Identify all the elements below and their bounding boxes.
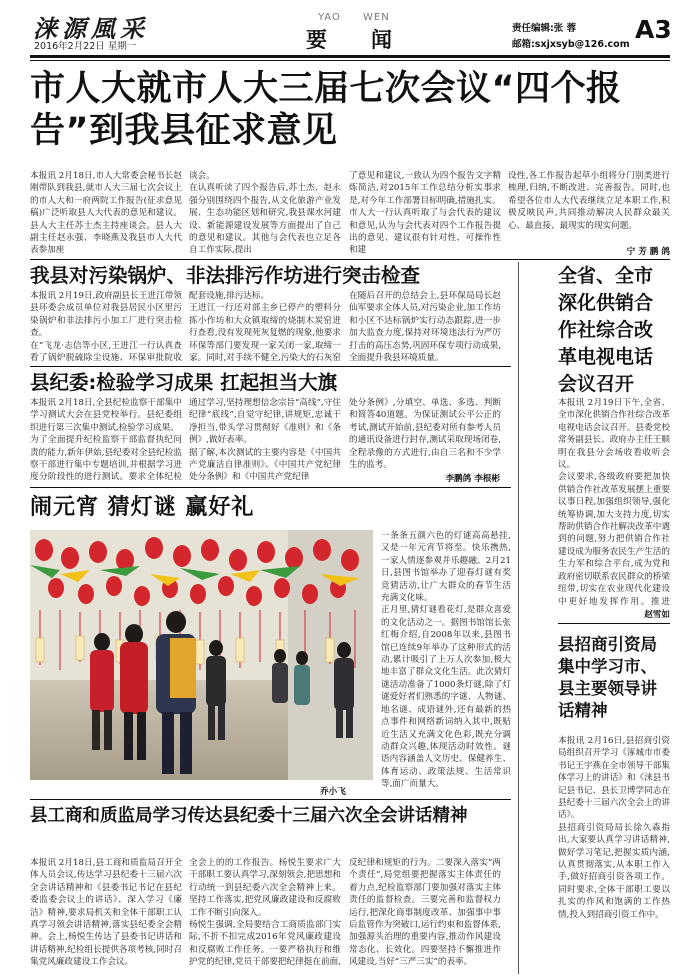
lead-col-2: 谈会。 在认真听读了四个报告后,苏士杰、赵永强分别围绕四个报告,从文化旅游产业发展、生态功能区划和研究,我县课水河建设、新能源建设发展等方面提出了自己的意见和建议。其他与会代表也立足各自工作实际,提出 [189, 171, 341, 256]
editor-credit: 责任编辑:张 蓉 [512, 23, 577, 34]
industry-col-2: 全会上的的工作报告。杨悦生要求广大干部职工要认真学习,深刻领会,把思想和行动统一到县纪委六次全会精神上来。坚持工作落实,把党风廉政建设和反腐败工作不断引向深入。 杨悦生强调,全局要结合工商质监部门实际,不折不扣完成2016年党风廉政建设和反腐败工作任务。一要严格执行和维护党的纪律,党员干部要把纪律挺在前面, [189, 858, 341, 968]
supply-headline: 全省、全市深化供销合作社综合改革电视电话会议召开 [558, 265, 654, 395]
lead-col-3: 了意见和建议,一致认为四个报告文字精炼简洁,对2015年工作总结分析实事求是,对今年工作部署目标明确,措施扎实。 市人大一行认真听取了与会代表的建议和意见,认为与会代表对四个工作报告提出的意见、建议很有针对性、可操作性和建 [349, 171, 501, 256]
lead-headline: 市人大就市人大三届七次会议“四个报告”到我县征求意见 [30, 69, 622, 151]
lantern-photo-graphic [30, 530, 373, 780]
lantern-headline: 闹元宵 猜灯谜 赢好礼 [30, 495, 255, 520]
lead-col-1: 本报讯 2月18日,市人大常委会秘书长赵刚带队到我县,就市人大三届七次会议上的市人大和一府两院工作报告(征求意见稿)广泛听取县人大代表的意见和建议。县人大主任苏士杰主持座谈会。县人大副主任赵永强、李晓燕及我县市人大代表参加座 [30, 171, 182, 256]
discipline-col-3: 处分条例》,分填空、单选、多选、判断和简答40道题。为保证测试公平公正的考试,测试开始前,县纪委对所有参考人员的通讯设备进行封存,测试采取现场闭卷,全程录像的方式进行,由自三名和不少学生的监考。 [349, 398, 501, 471]
sewage-bottom-rule [30, 366, 511, 367]
discipline-col-2: 通过学习,坚持理想信念宗旨“高线”,守住纪律“底线”,自觉守纪律,讲规矩,忠诚干净担当,带头学习贯彻好《准则》和《条例》,做好表率。 据了解,本次测试的主要内容是《中国共产党廉洁自律准则》、《中国共产党纪律处分条例》和《中国共产党纪律 [189, 398, 341, 483]
section-char-2: 闻 [371, 27, 392, 52]
supply-body: 本报讯 2月19日下午,全省、全市深化供销合作社综合改革电视电话会议召开。县委党校常务副县长、政府办主任王顺明在我县分会场收看收听会议。 会议要求,各级政府要把加快供销合作社改革发展摆上重要议事日程,加强组织领导,强化统筹协调,加大支持力度,切实帮助供销合作社解决改革中遇到的问题,努力把供销合作社建设成为服务农民生产生活的生力军和综合平台,成为党和政府密切联系农民群众的桥梁纽带,切实在农业现代化建设中更好地发挥作用。推进 [558, 398, 670, 607]
lantern-photo-credit: 乔小飞 [320, 787, 346, 797]
issue-date: 2016年2月22日 星期一 [34, 41, 137, 52]
page-number: A3 [635, 15, 672, 44]
masthead-rule-thin [30, 60, 670, 61]
section-pinyin-2: WEN [363, 12, 390, 23]
section-char-1: 要 [306, 27, 327, 52]
investment-body: 本报讯 2月16日,县招商引资局组织召开学习《涿城市市委书记王宇燕在全市领导干部集体学习上的讲话》和《涞县书记县书记、县长卫博学同志在县纪委十三届六次全会上的讲话》。 县招商引资局局长徐久森指出,大家要认真学习讲话精神,做好学习笔记,把握实质内涵,认真贯彻落实,从本职工作入手,做好招商引资各项工作。同时要求,全体干部职工要以扎实的作风和饱满的工作热情,投入到招商引资工作中。 [558, 736, 670, 920]
masthead [0, 0, 700, 62]
supply-signature: 赵雪如 [644, 610, 670, 620]
sewage-col-2: 配套设施,排污达标。 王进江一行还对部主乡已停产的塑料分拣小作坊和大众镇取缔的烧制木炭窑进行查看,没有发现死灰复燃的现象,他要求环保等部门要发现一家关闭一家,取缔一家。同时,对手续不健全,污染大的石灰窑 [189, 291, 341, 364]
industry-col-1: 本报讯 2月18日,县工商和质监局召开全体人员会议,传达学习县纪委十三届六次全会讲话精神和《县委书记书记在县纪委监委会议上的讲话》、深入学习《廉洁》精神,要求局机关和全体干部职工认真学习领会讲话精神,落实县纪委全会精神。会上,杨悦生传达了县委书记讲话和讲话精神,纪检组长提供各项考核,同时召集党风廉政建设工作会议。 [30, 858, 182, 968]
industry-headline: 县工商和质监局学习传达县纪委十三届六次全会讲话精神 [30, 806, 468, 826]
sewage-headline: 我县对污染锅炉、非法排污作坊进行突击检查 [30, 264, 421, 287]
sewage-col-1: 本报讯 2月19日,政府副县长王进江带领县环委会成员单位对我县居民小区里污染锅炉和非法排污小加工厂进行突击检查。 在“飞龙·志信等小区,王进江一行认真查看了锅炉脱硫除尘设施、环保审批院收 [30, 291, 182, 364]
email-credit: 邮箱:sxjxsyb@126.com [512, 39, 630, 50]
lantern-body: 一条条五颜六色的灯谜高高悬挂,又是一年元宵节将至。快乐携热,一家人情逐参观并乐趣融。2月21日,县图书馆举办了迎春灯谜有奖竞猜活动,让广大群众的春节生活充满文化味。 正月里,猜灯谜看花灯,是群众喜爱的文化活动之一。据图书馆馆长张红梅介绍,自2008年以来,县图书馆已连续9年举办了这种形式的活动,累计吸引了上万人次参加,极大地丰富了群众文化生活。此次猜灯谜活动准备了1000条灯谜,除了灯谜爱好者们熟悉的字谜、人物谜、地名谜、成语谜外,还有最新的热点事件和网络新词纳入其中,既贴近生活又充满文化色彩,既充分调动群众兴趣,体现活动时效性。谜语内容涵盖人文历史、保健养生、体育运动、政策法规、生活常识等,面广而量大。 [381, 531, 511, 790]
lantern-bottom-rule [30, 799, 511, 800]
discipline-signature: 李鹏鸽 李根彬 [445, 474, 500, 484]
discipline-headline: 县纪委:检验学习成果 扛起担当大旗 [30, 371, 338, 394]
right-column-divider [518, 262, 519, 974]
industry-col-3: 反纪律和规矩的行为。二要深入落实“两个责任”,局党组要把握落实主体责任的着力点,纪检监察部门要加强对落实主体责任的监督检查。三要完善和监督权力运行,把深化商事制度改革、加强事中事后监管作为突破口,运行约束和监督体系,加强源头治理的重要内容,推动作风建设常态化、长效化。四要坚持不懈推进作风建设,当好“三严三实”的表率。 [349, 858, 501, 968]
discipline-bottom-rule [30, 487, 511, 488]
investment-headline: 县招商引资局集中学习市、县主要领导讲话精神 [558, 635, 657, 720]
discipline-col-1: 本报讯 2月18日,全县纪检监察干部集中学习测试大会在县党校举行。县纪委组织进行第三次集中测试,检验学习成果。 为了全面提升纪检监察干部监督执纪问责的能力,新年伊始,县纪委对全县纪检监察干部进行集中专题培训,并根据学习进度分阶段性的进行测试。要求全体纪检 [30, 398, 182, 483]
paper-name: 涞源風采 [33, 14, 149, 43]
lead-signature: 宁 芳 鹏 鸽 [626, 247, 670, 257]
lead-bottom-rule [30, 259, 670, 260]
lead-col-4: 设性,各工作报告起草小组将分门别类进行梳理,归纳,不断改进、完善报告。同时,也希望各位市人大代表继续立足本职工作,积极反映民声,共同推动解决人民群众最关心、最直接、最现实的现实问题。 [508, 171, 670, 231]
masthead-rule [30, 55, 670, 58]
lantern-photo [30, 530, 373, 780]
supply-bottom-rule [558, 623, 670, 624]
sewage-col-3: 在随后召开的总结会上,县环保局局长赵仙军要求全体人员,对污染企业,加工作坊和小区不达标锅炉实行动态跟踪,进一步加大监查力度,保持对环境违法行为严厉打击的高压态势,巩固环保专项行动成果,全面提升我县环境质量。 [349, 291, 501, 364]
section-pinyin-1: YAO [318, 12, 341, 23]
